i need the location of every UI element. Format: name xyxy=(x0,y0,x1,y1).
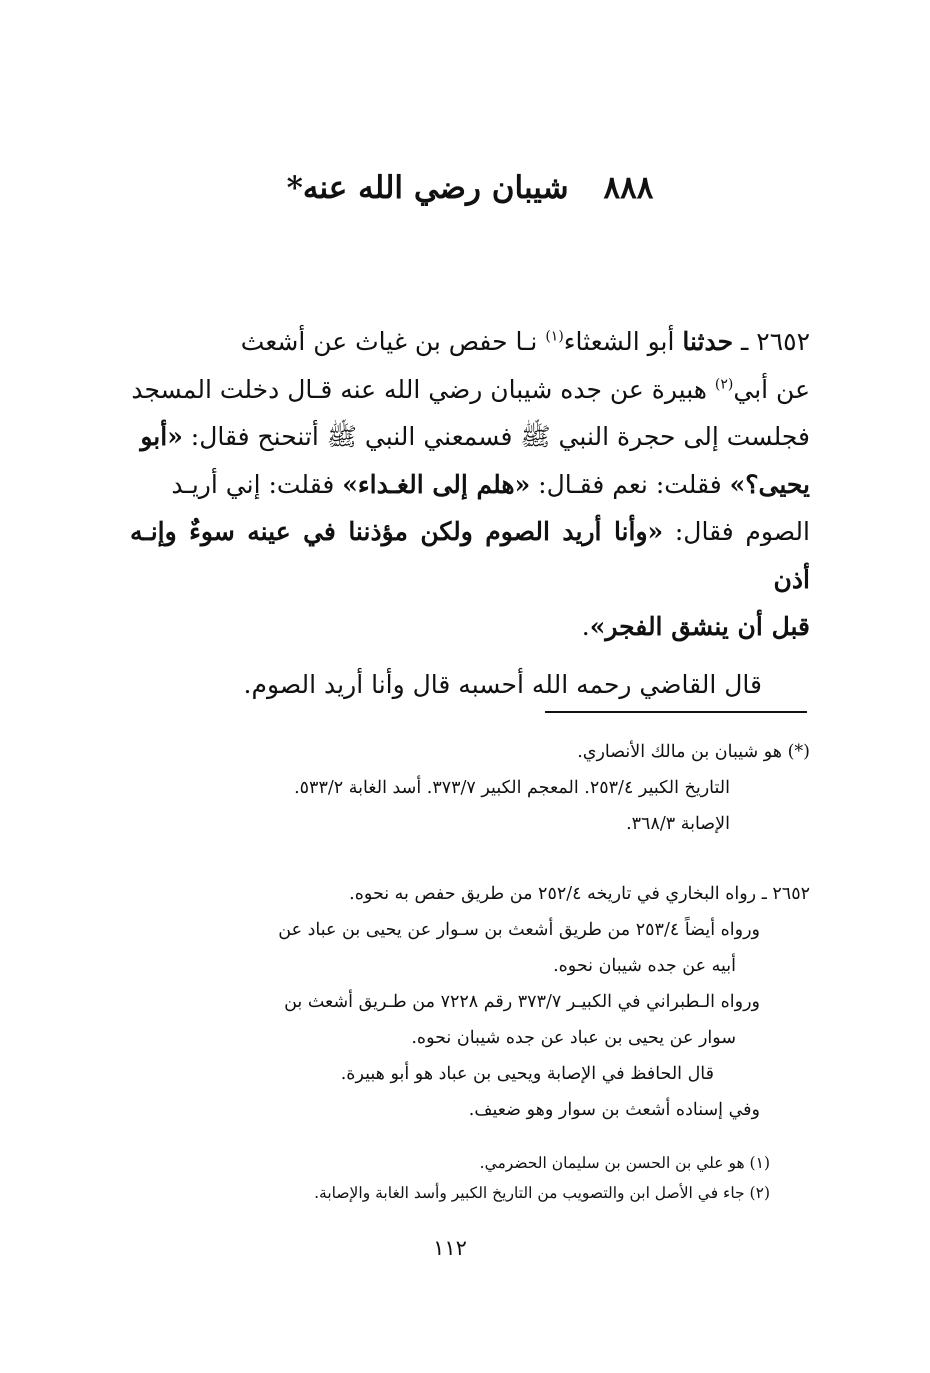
footnote-line: التاريخ الكبير ٢٥٣/٤. المعجم الكبير ٣٧٣/٧. أسد الغابة ٥٣٣/٢. xyxy=(294,778,730,798)
footnote-star xyxy=(130,734,810,842)
footnote-line: أبيه عن جده شيبان نحوه. xyxy=(553,956,736,976)
numbered-footnotes xyxy=(130,1148,810,1208)
hadith-text-segment: الصوم فقال: xyxy=(663,517,810,546)
hadith-text-segment: فقلت: إني أريـد xyxy=(171,469,343,499)
footnote-line: سوار عن يحيى بن عباد عن جده شيبان نحوه. xyxy=(411,1028,736,1048)
hadith-quote: يحيى؟» xyxy=(729,469,810,499)
hadith-line xyxy=(130,413,810,461)
chapter-title: شيبان رضي الله عنه* xyxy=(286,170,569,206)
hadith-text-segment: أبو الشعثاء xyxy=(563,327,683,356)
hadith-opening: حدثنا xyxy=(682,327,734,356)
footnote-line: (*) هو شيبان بن مالك الأنصاري. xyxy=(577,742,810,762)
hadith-text-segment: نـا حفص بن غياث عن أشعث xyxy=(240,327,546,356)
hadith-line xyxy=(130,366,810,414)
footnote-line: ٢٦٥٢ ـ رواه البخاري في تاريخه ٢٥٢/٤ من طريق حفص به نحوه. xyxy=(349,884,810,904)
footnote-1: (١) هو علي بن الحسن بن سليمان الحضرمي. xyxy=(479,1154,770,1172)
hadith-line xyxy=(130,318,810,366)
hadith-line xyxy=(130,461,810,509)
footnote-ref: (١) xyxy=(545,328,564,345)
hadith-text-segment: عن أبي xyxy=(733,374,810,404)
hadith-line xyxy=(130,508,810,603)
qadi-note: قال القاضي رحمه الله أحسبه قال وأنا أريد الصوم. xyxy=(243,669,762,699)
footnote-takhrij xyxy=(130,876,810,1128)
hadith-quote: «وأنا أريد الصوم ولكن مؤذننا في عينه سوءٌ وإنـه أذن xyxy=(130,517,810,594)
hadith-number: ٢٦٥٢ ـ xyxy=(733,327,810,356)
hadith-text-segment: فقلت: نعم فقـال: xyxy=(530,469,730,499)
hadith-text-segment: فجلست إلى حجرة النبي ﷺ فسمعني النبي ﷺ أتنحنح فقال: xyxy=(182,422,810,451)
footnote-line: وفي إسناده أشعث بن سوار وهو ضعيف. xyxy=(468,1100,760,1120)
hadith-text-segment: هبيرة عن جده شيبان رضي الله عنه قـال دخلت المسجد xyxy=(131,374,715,404)
footnote-ref: (٢) xyxy=(714,376,734,393)
footnote-divider xyxy=(545,711,807,713)
page-number: ١١٢ xyxy=(433,1236,467,1260)
hadith-text-segment: . xyxy=(581,612,590,641)
footnote-2: (٢) جاء في الأصل ابن والتصويب من التاريخ الكبير وأسد الغابة والإصابة. xyxy=(314,1184,770,1202)
footnote-line: الإصابة ٣٦٨/٣. xyxy=(626,814,730,834)
footnote-line: ورواه أيضاً ٢٥٣/٤ من طريق أشعث بن سـوار عن يحيى بن عباد عن xyxy=(278,920,760,940)
footnote-line: ورواه الـطبراني في الكبيـر ٣٧٣/٧ رقم ٧٢٢٨ من طـريق أشعث بن xyxy=(284,992,760,1012)
hadith-quote: «هلم إلى الغـداء» xyxy=(342,469,531,499)
footnote-line: قال الحافظ في الإصابة ويحيى بن عباد هو أبو هبيرة. xyxy=(340,1064,714,1084)
hadith-text xyxy=(130,318,810,708)
hadith-line xyxy=(130,603,810,651)
chapter-number: ٨٨٨ xyxy=(603,170,654,206)
hadith-quote: قبل أن ينشق الفجر» xyxy=(589,612,810,641)
chapter-heading xyxy=(130,170,810,206)
hadith-quote: «أبو xyxy=(140,422,183,451)
